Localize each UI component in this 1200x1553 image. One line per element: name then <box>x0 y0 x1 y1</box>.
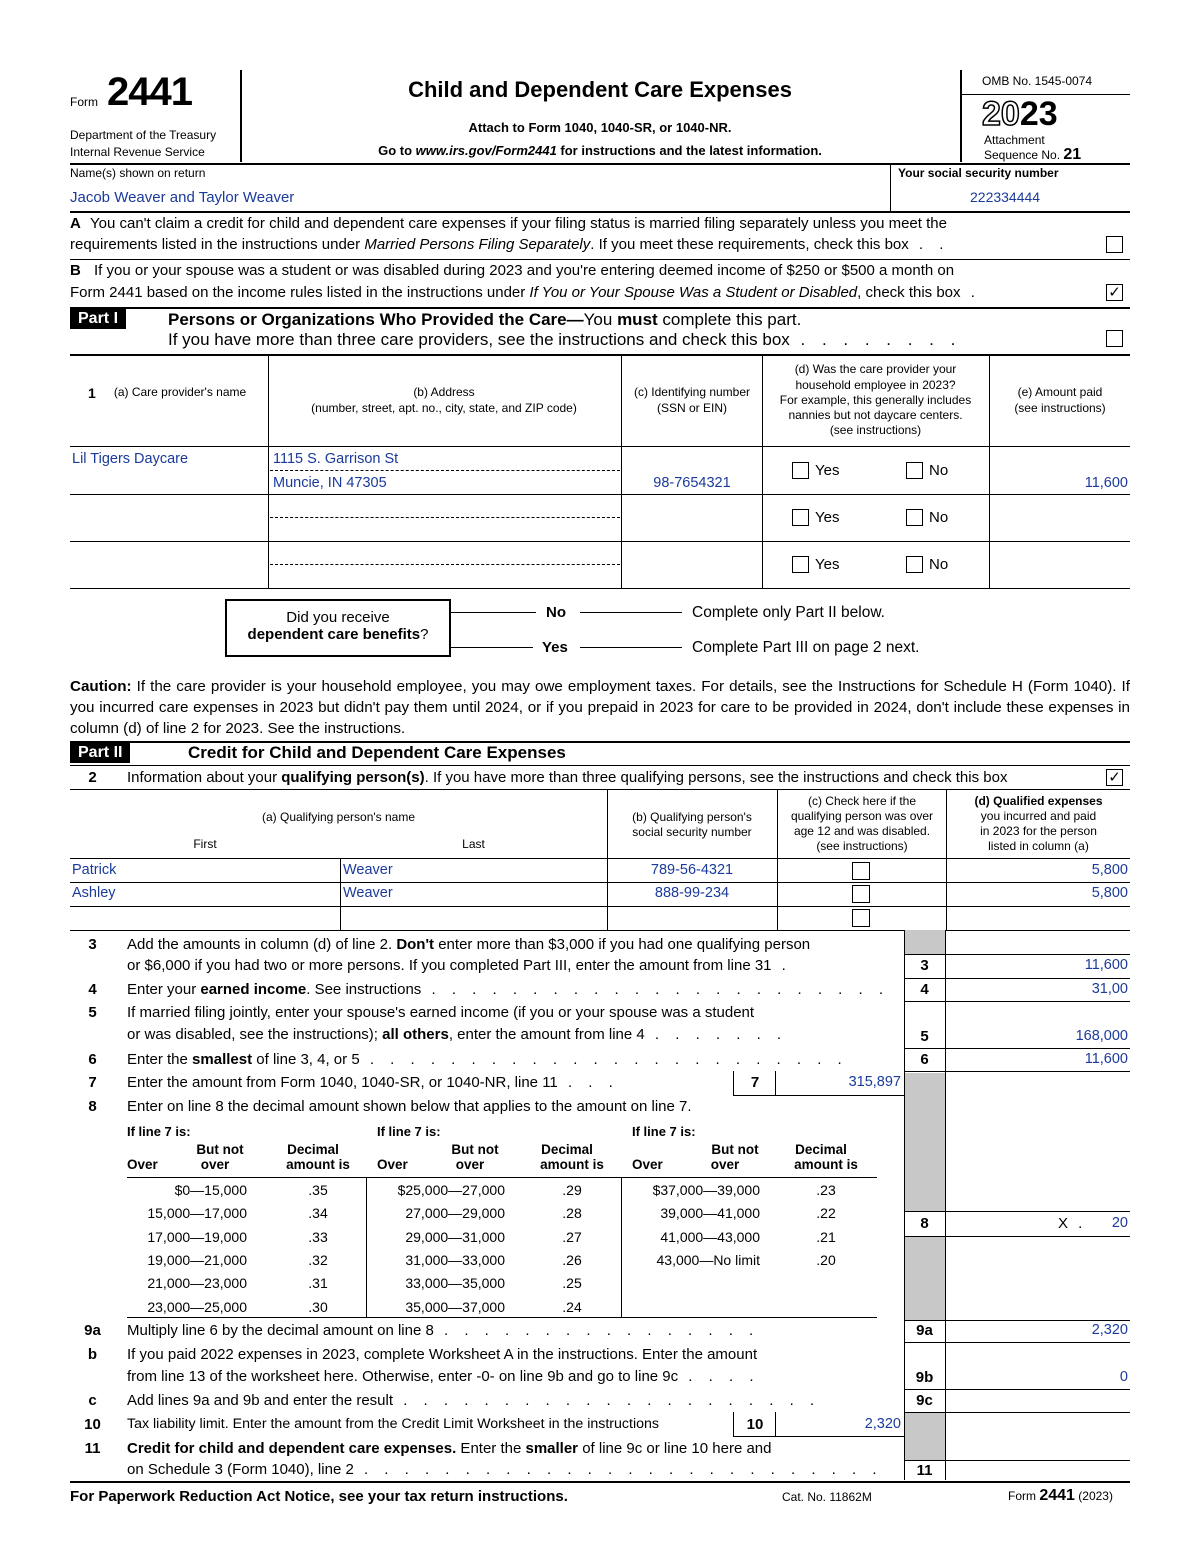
p2-vline-a <box>607 789 608 930</box>
line9a-number: 9a <box>84 1322 101 1339</box>
provider-1-id[interactable]: 98-7654321 <box>653 475 731 491</box>
line9a-text: Multiply line 6 by the decimal amount on line 8 . . . . . . . . . . . . . . . . <box>127 1322 760 1339</box>
dec-t3-amountis: amount is <box>794 1157 858 1172</box>
line-a-checkbox[interactable] <box>1106 236 1123 253</box>
shade-l8-9a <box>904 1236 945 1320</box>
part1-top-rule <box>70 307 1130 309</box>
benefits-no-line-right <box>580 612 682 613</box>
line-a-letter: A <box>70 215 81 232</box>
dec-t2-decimal: .26 <box>562 1251 582 1268</box>
col-a-header: (a) Care provider's name <box>113 385 247 399</box>
attachment-label: Attachment <box>984 133 1045 147</box>
part1-header-rule <box>70 354 1130 356</box>
dec-t3-range: $37,000—39,000 <box>652 1182 760 1198</box>
line4-box-label: 4 <box>920 981 929 998</box>
omb-number: OMB No. 1545-0074 <box>982 74 1093 88</box>
line-b-checkbox[interactable]: ✓ <box>1106 284 1123 301</box>
benefits-question-line2: dependent care benefits? <box>247 626 429 643</box>
benefits-yes-text: Complete Part III on page 2 next. <box>692 639 920 656</box>
benefits-no-line-left <box>451 612 536 613</box>
benefits-no-label: No <box>546 604 566 621</box>
dec-t2-range: 27,000—29,000 <box>405 1205 505 1222</box>
line9a-amount[interactable]: 2,320 <box>1091 1322 1128 1338</box>
part1-label: Part I <box>70 309 126 329</box>
line2-text: Information about your qualifying person(s). If you have more than three qualifying persons, see the instructions and check this box <box>127 769 1008 786</box>
dec-t3-decimal: .20 <box>816 1251 836 1268</box>
line7-amount[interactable]: 315,897 <box>848 1074 901 1090</box>
person-3-disabled-checkbox[interactable] <box>852 909 870 927</box>
dec-t1-butover: over <box>200 1157 230 1172</box>
line3-box-label: 3 <box>920 957 929 974</box>
benefits-question-line1: Did you receive <box>286 609 390 626</box>
p1-vline-c <box>762 354 763 588</box>
p2-col-b-header2: social security number <box>632 825 752 839</box>
part2-label: Part II <box>70 743 130 763</box>
p1-row1-bottom <box>70 494 1130 495</box>
line8-text: Enter on line 8 the decimal amount shown below that applies to the amount on line 7. <box>127 1098 692 1115</box>
p2-row1-bottom <box>70 882 1130 883</box>
dec-t1-range: 23,000—25,000 <box>147 1298 247 1315</box>
p2-col-c-header2: qualifying person was over <box>790 809 934 823</box>
line3-text1: Add the amounts in column (d) of line 2. Don't enter more than $3,000 if you had one qualifying person <box>127 936 811 953</box>
l8-top-rule <box>904 1211 1130 1212</box>
dec-t3-range: 43,000—No limit <box>656 1251 760 1268</box>
dec-t2-over: Over <box>377 1157 408 1172</box>
provider-3-no-checkbox[interactable] <box>906 556 923 573</box>
dec-table2-caption: If line 7 is: <box>377 1124 441 1139</box>
line5-box-label: 5 <box>920 1028 929 1045</box>
dec-t2-range: $25,000—27,000 <box>397 1182 505 1198</box>
p2-row3-bottom <box>70 930 1130 931</box>
l9b-bottom-rule <box>904 1389 1130 1390</box>
ssn-divider <box>890 163 891 211</box>
dec-t1-range: 19,000—21,000 <box>147 1251 247 1268</box>
taxpayer-names-field[interactable]: Jacob Weaver and Taylor Weaver <box>70 189 295 206</box>
col-d-header4: nannies but not daycare centers. <box>788 408 963 422</box>
provider-2-yes-checkbox[interactable] <box>792 509 809 526</box>
line9c-box-label: 9c <box>916 1392 933 1409</box>
p2-vline-first <box>340 858 341 930</box>
header-divider-right <box>960 70 962 162</box>
dec-t1-butnot: But not <box>196 1142 244 1157</box>
l9c-bottom-rule <box>904 1412 1130 1413</box>
person-1-last[interactable]: Weaver <box>343 862 393 878</box>
dec-t2-decimal: .24 <box>562 1298 582 1315</box>
provider-1-address1[interactable]: 1115 S. Garrison St <box>273 451 399 467</box>
line10-text: Tax liability limit. Enter the amount from the Credit Limit Worksheet in the instructions <box>127 1416 659 1432</box>
line-a-text1: You can't claim a credit for child and dependent care expenses if your filing status is married filing separately unless you meet the <box>90 215 947 232</box>
ssn-label: Your social security number <box>898 166 1059 180</box>
line-b-text1: If you or your spouse was a student or was disabled during 2023 and you're entering deemed income of $250 or $500 a month on <box>94 262 955 279</box>
provider-3-no-label: No <box>929 556 949 573</box>
p2-col-first-header: First <box>193 837 217 851</box>
dec-t2-range: 35,000—37,000 <box>405 1298 505 1315</box>
p2-vline-b <box>777 789 778 930</box>
line4-text: Enter your earned income. See instructions . . . . . . . . . . . . . . . . . . . . . . . <box>127 981 890 998</box>
part2-title: Credit for Child and Dependent Care Expenses <box>188 743 566 762</box>
dec-t1-decimal: .34 <box>308 1205 328 1222</box>
dec-t2-decimal: .25 <box>562 1275 582 1292</box>
dec-t3-butover: over <box>710 1157 740 1172</box>
person-2-amount[interactable]: 5,800 <box>1091 885 1128 901</box>
person-2-last[interactable]: Weaver <box>343 885 393 901</box>
p2-col-b-header1: (b) Qualifying person's <box>632 810 752 824</box>
provider-3-yes-checkbox[interactable] <box>792 556 809 573</box>
line4-number: 4 <box>88 981 97 998</box>
box-col-right <box>945 930 946 1480</box>
provider-2-no-label: No <box>929 509 949 526</box>
names-bottom-rule <box>70 211 1130 213</box>
person-1-disabled-checkbox[interactable] <box>852 862 870 880</box>
provider-1-no-label: No <box>929 462 949 479</box>
line7-box-label: 7 <box>750 1074 760 1091</box>
form-word: Form <box>70 95 98 109</box>
line3-amount[interactable]: 11,600 <box>1084 957 1128 973</box>
dec-t1-decimal: .33 <box>308 1228 328 1245</box>
person-2-first[interactable]: Ashley <box>72 885 116 901</box>
line8-number: 8 <box>88 1098 97 1115</box>
line9c-number: c <box>88 1392 97 1409</box>
dec-t2-range: 29,000—31,000 <box>405 1228 505 1245</box>
part1-title: Persons or Organizations Who Provided the Care—You must complete this part. <box>168 310 802 329</box>
p2-col-a-header: (a) Qualifying person's name <box>261 810 416 824</box>
line9b-box-label: 9b <box>915 1369 934 1386</box>
p1-vline-a <box>268 354 269 588</box>
dec-t2-amountis: amount is <box>540 1157 604 1172</box>
line6-number: 6 <box>88 1051 97 1068</box>
dec-t1-decimal: Decimal <box>287 1142 339 1157</box>
l8-bottom-rule <box>904 1236 1130 1237</box>
col-b-header1: (b) Address <box>413 385 475 399</box>
line9b-number: b <box>87 1346 98 1363</box>
line8-amount[interactable]: 20 <box>1111 1215 1128 1231</box>
dec-t3-range: 41,000—43,000 <box>660 1228 760 1245</box>
line9b-amount[interactable]: 0 <box>1119 1369 1128 1385</box>
l10-box-left <box>733 1412 734 1436</box>
line2-more-persons-checkbox[interactable]: ✓ <box>1106 769 1123 786</box>
benefits-yes-line-right <box>580 647 682 648</box>
l3-bottom-rule <box>904 978 1130 979</box>
form-number: 2441 <box>107 70 192 114</box>
line11-number: 11 <box>84 1440 101 1457</box>
footer-form-id: Form 2441 (2023) <box>1008 1487 1113 1504</box>
p1-header-bottom <box>70 446 1130 447</box>
person-2-disabled-checkbox[interactable] <box>852 885 870 903</box>
p1-row2-bottom <box>70 541 1130 542</box>
line9a-box-label: 9a <box>916 1322 933 1339</box>
person-1-amount[interactable]: 5,800 <box>1091 862 1128 878</box>
dec-t1-range: $0—15,000 <box>174 1182 247 1198</box>
p2-col-d-header2: you incurred and paid <box>980 809 1097 823</box>
shade-l3 <box>904 930 945 954</box>
col-b-header2: (number, street, apt. no., city, state, and ZIP code) <box>311 401 577 415</box>
col-e-header2: (see instructions) <box>1014 401 1106 415</box>
footer-rule <box>70 1481 1130 1483</box>
col-e-header1: (e) Amount paid <box>1017 385 1103 399</box>
form-title: Child and Dependent Care Expenses <box>408 77 792 102</box>
line6-text: Enter the smallest of line 3, 4, or 5 . . . . . . . . . . . . . . . . . . . . . . . . <box>127 1051 848 1068</box>
col-c-header1: (c) Identifying number <box>633 385 751 399</box>
dec-table1-caption: If line 7 is: <box>127 1124 191 1139</box>
dec-t3-decimal: .21 <box>816 1228 836 1245</box>
part1-subtitle: If you have more than three care providers, see the instructions and check this box . . . . . . . . <box>168 330 962 349</box>
person-1-first[interactable]: Patrick <box>72 862 117 878</box>
dec-t3-decimal: .22 <box>816 1205 836 1222</box>
line10-number: 10 <box>84 1416 101 1433</box>
sequence-label: Sequence No. 21 <box>984 146 1082 163</box>
tax-year: 2023 <box>982 95 1058 133</box>
dec-t3-butnot: But not <box>711 1142 759 1157</box>
p2-col-d-header3: in 2023 for the person <box>980 824 1097 838</box>
dec-t3-decimal: Decimal <box>795 1142 847 1157</box>
dec-t1-range: 17,000—19,000 <box>147 1228 247 1245</box>
l4-bottom-rule <box>904 1001 1130 1002</box>
paperwork-notice: For Paperwork Reduction Act Notice, see your tax return instructions. <box>70 1488 568 1505</box>
line3-text2: or $6,000 if you had two or more persons. If you completed Part III, enter the amount from line 31 . <box>127 957 792 974</box>
benefits-yes-label: Yes <box>542 639 568 656</box>
p2-vline-c <box>946 789 947 930</box>
line9b-text1: If you paid 2022 expenses in 2023, complete Worksheet A in the instructions. Enter the amount <box>127 1346 758 1363</box>
dec-table-div2 <box>621 1177 622 1317</box>
line7-number: 7 <box>88 1074 97 1091</box>
l9a-bottom-rule <box>904 1342 1130 1343</box>
dec-table-bottom-rule <box>127 1317 877 1318</box>
line5-text1: If married filing jointly, enter your spouse's earned income (if you or your spouse was a student <box>127 1004 755 1021</box>
dec-table-header-rule <box>127 1177 877 1178</box>
l11-top-rule <box>904 1460 1130 1461</box>
line6-box-label: 6 <box>920 1051 929 1068</box>
dec-t1-decimal: .30 <box>308 1298 328 1315</box>
p2-col-c-header4: (see instructions) <box>816 839 908 853</box>
part2-title-rule <box>70 765 1130 766</box>
dec-t2-range: 31,000—33,000 <box>405 1251 505 1268</box>
dec-t2-butnot: But not <box>451 1142 499 1157</box>
l9a-top-rule <box>904 1320 1130 1321</box>
provider-1-yes-checkbox[interactable] <box>792 462 809 479</box>
p1-vline-d <box>989 354 990 588</box>
dec-t3-range: 39,000—41,000 <box>660 1205 760 1222</box>
dec-t2-decimal: .29 <box>562 1182 582 1198</box>
provider-2-no-checkbox[interactable] <box>906 509 923 526</box>
benefits-yes-line-left <box>451 647 533 648</box>
catalog-number: Cat. No. 11862M <box>782 1490 872 1504</box>
line-b-text2: Form 2441 based on the income rules listed in the instructions under If You or Your Spouse Was a Student or Disabled, check this box . <box>70 284 981 301</box>
provider-1-yes-label: Yes <box>815 462 840 479</box>
line-b-letter: B <box>70 262 81 279</box>
dec-t1-decimal: .31 <box>308 1275 328 1292</box>
dec-table3-caption: If line 7 is: <box>632 1124 696 1139</box>
line10-box-label: 10 <box>746 1416 764 1433</box>
names-label: Name(s) shown on return <box>70 166 206 180</box>
l10-bottom-rule <box>733 1436 904 1437</box>
line11-text1: Credit for child and dependent care expenses. Enter the smaller of line 9c or line 10 here and <box>127 1440 772 1457</box>
dec-t1-range: 15,000—17,000 <box>147 1205 247 1222</box>
line-a-text2: requirements listed in the instructions under Married Persons Filing Separately. If you meet these requirements, check this box . . <box>70 236 950 253</box>
goto-instruction: Go to www.irs.gov/Form2441 for instructions and the latest information. <box>378 143 822 158</box>
l7-box-left <box>733 1071 734 1095</box>
provider-3-yes-label: Yes <box>815 556 840 573</box>
p2-col-c-header1: (c) Check here if the <box>807 794 917 808</box>
line6-amount[interactable]: 11,600 <box>1084 1051 1128 1067</box>
header-bottom-rule <box>70 163 1130 165</box>
dec-t2-butover: over <box>455 1157 485 1172</box>
dept-treasury: Department of the Treasury <box>70 128 217 142</box>
col-d-header5: (see instructions) <box>829 423 922 437</box>
shade-l10-11 <box>904 1413 945 1460</box>
line2-number: 2 <box>88 769 97 786</box>
provider-1-address2[interactable]: Muncie, IN 47305 <box>273 475 387 491</box>
p2-row2-bottom <box>70 906 1130 907</box>
line9c-text: Add lines 9a and 9b and enter the result . . . . . . . . . . . . . . . . . . . . . <box>127 1392 821 1409</box>
dec-t1-over: Over <box>127 1157 158 1172</box>
dec-t3-over: Over <box>632 1157 663 1172</box>
l10-box-right <box>775 1412 776 1436</box>
line11-box-label: 11 <box>916 1462 933 1479</box>
col-d-header1: (d) Was the care provider your <box>794 362 957 376</box>
dec-t1-range: 21,000—23,000 <box>147 1275 247 1292</box>
part1-more-providers-checkbox[interactable] <box>1106 330 1123 347</box>
p2-header-bottom <box>70 858 1130 859</box>
l7-bottom-rule <box>733 1095 904 1096</box>
line1-number: 1 <box>88 385 96 401</box>
p2-col-d-header4: listed in column (a) <box>988 839 1089 853</box>
p1-row3-bottom <box>70 588 1130 589</box>
line7-text: Enter the amount from Form 1040, 1040-SR, or 1040-NR, line 11 . . . <box>127 1074 619 1091</box>
dec-t2-decimal: .27 <box>562 1228 582 1245</box>
benefits-question-box <box>225 599 451 657</box>
dec-t1-decimal: .32 <box>308 1251 328 1268</box>
dec-table-div1 <box>366 1177 367 1317</box>
l3-top-rule <box>904 954 1130 955</box>
p1-vline-b <box>621 354 622 588</box>
dec-t2-decimal: .28 <box>562 1205 582 1222</box>
p2-col-d-header1: (d) Qualified expenses <box>974 794 1103 808</box>
line4-amount[interactable]: 31,00 <box>1091 981 1128 997</box>
line10-amount[interactable]: 2,320 <box>864 1416 901 1432</box>
person-2-ssn[interactable]: 888-99-234 <box>654 885 730 901</box>
l6-bottom-rule <box>904 1071 1130 1072</box>
person-1-ssn[interactable]: 789-56-4321 <box>650 862 734 878</box>
benefits-no-text: Complete only Part II below. <box>692 604 885 621</box>
p1-row2-dash <box>270 517 620 518</box>
line11-text2: on Schedule 3 (Form 1040), line 2 . . . . . . . . . . . . . . . . . . . . . . . . . . <box>127 1461 883 1478</box>
ssn-field[interactable]: 222334444 <box>970 189 1041 205</box>
dept-irs: Internal Revenue Service <box>70 145 205 159</box>
line-a-rule <box>70 259 1130 260</box>
provider-1-amount[interactable]: 11,600 <box>1084 475 1128 491</box>
line9b-text2: from line 13 of the worksheet here. Otherwise, enter -0- on line 9b and go to line 9c . . . . <box>127 1368 760 1385</box>
line3-number: 3 <box>88 936 97 953</box>
line5-number: 5 <box>88 1004 97 1021</box>
part2-table-top <box>70 789 1130 790</box>
p1-row1-dash <box>270 470 620 471</box>
p1-row3-dash <box>270 564 620 565</box>
dec-t1-decimal: .35 <box>308 1182 328 1198</box>
col-d-header3: For example, this generally includes <box>779 393 972 407</box>
shade-l7-8 <box>904 1073 945 1211</box>
line8-x-prefix: X . <box>1058 1215 1086 1232</box>
line8-box-label: 8 <box>920 1215 929 1232</box>
dec-t3-decimal: .23 <box>816 1182 836 1198</box>
dec-t2-decimal: Decimal <box>541 1142 593 1157</box>
provider-1-no-checkbox[interactable] <box>906 462 923 479</box>
attach-instruction: Attach to Form 1040, 1040-SR, or 1040-NR. <box>468 120 732 135</box>
p2-col-c-header3: age 12 and was disabled. <box>793 824 931 838</box>
line5-text2: or was disabled, see the instructions); all others, enter the amount from line 4 . . . . . . . <box>127 1026 788 1043</box>
line5-amount[interactable]: 168,000 <box>1075 1028 1128 1044</box>
col-d-header2: household employee in 2023? <box>795 378 956 392</box>
caution-paragraph: Caution: If the care provider is your household employee, you may owe employment taxes. For details, see the Instructions for Schedule H (Form 1040). If you incurred care expenses in 2023 but didn't pay them until 2024, or if you prepaid in 2023 for care to be provided in 2024, don't include these expenses in column (d) of line 2 for 2023. See the instructions. <box>70 678 1130 737</box>
dec-t2-range: 33,000—35,000 <box>405 1275 505 1292</box>
l5-bottom-rule <box>904 1048 1130 1049</box>
p2-col-last-header: Last <box>462 837 485 851</box>
dec-t1-amountis: amount is <box>286 1157 350 1172</box>
provider-2-yes-label: Yes <box>815 509 840 526</box>
l7-box-right <box>775 1071 776 1095</box>
col-c-header2: (SSN or EIN) <box>656 401 727 415</box>
provider-1-name[interactable]: Lil Tigers Daycare <box>72 451 189 467</box>
